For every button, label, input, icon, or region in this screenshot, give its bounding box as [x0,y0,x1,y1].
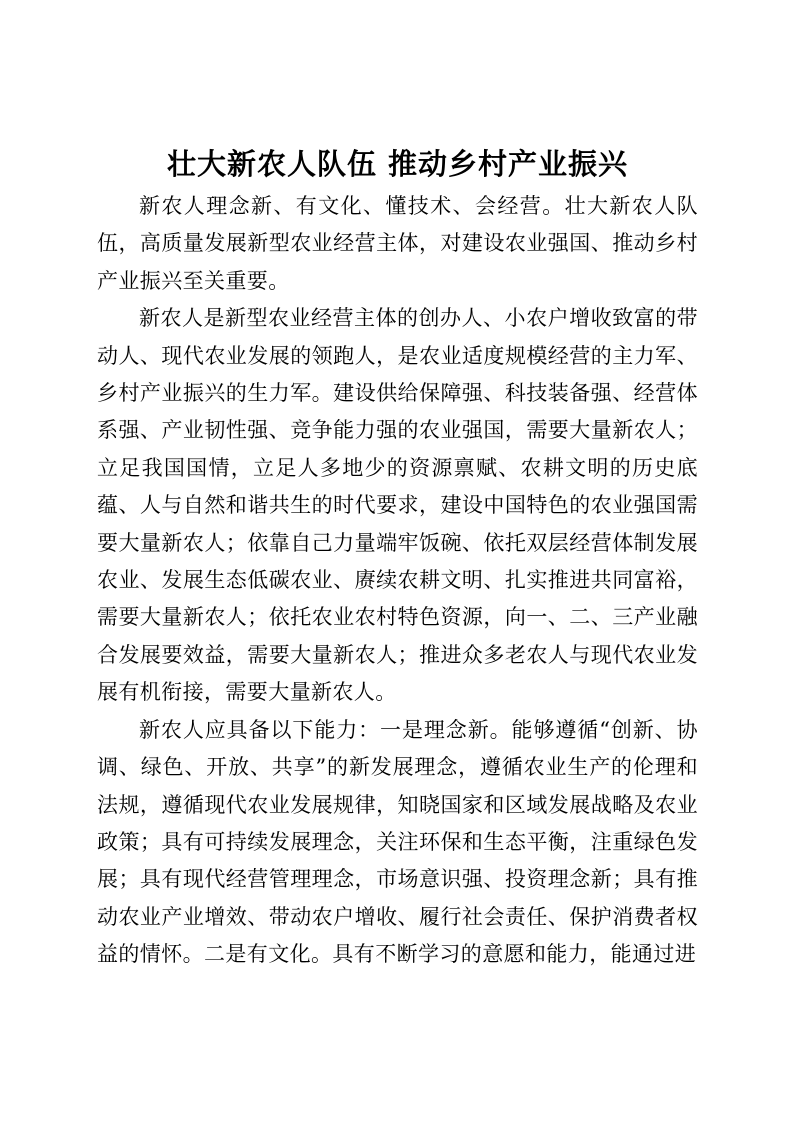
paragraph-importance: 新农人是新型农业经营主体的创办人、小农户增收致富的带动人、现代农业发展的领跑人，是农业适度规模经营的主力军、乡村产业振兴的生力军。建设供给保障强、科技装备强、经营体系强、产业韧性强、竞争能力强的农业强国，需要大量新农人；立足我国国情，立足人多地少的资源禀赋、农耕文明的历史底蕴、人与自然和谐共生的时代要求，建设中国特色的农业强国需要大量新农人；依靠自己力量端牢饭碗、依托双层经营体制发展农业、发展生态低碳农业、赓续农耕文明、扎实推进共同富裕，需要大量新农人；依托农业农村特色资源，向一、二、三产业融合发展要效益，需要大量新农人；推进众多老农人与现代农业发展有机衔接，需要大量新农人。 [97,306,698,705]
document-title: 壮大新农人队伍 推动乡村产业振兴 [166,147,629,181]
paragraph-intro: 新农人理念新、有文化、懂技术、会经营。壮大新农人队伍，高质量发展新型农业经营主体，对建设农业强国、推动乡村产业振兴至关重要。 [97,194,698,293]
paragraph-abilities: 新农人应具备以下能力：一是理念新。能够遵循“创新、协调、绿色、开放、共享”的新发展理念，遵循农业生产的伦理和法规，遵循现代农业发展规律，知晓国家和区域发展战略及农业政策；具有可持续发展理念，关注环保和生态平衡，注重绿色发展；具有现代经营管理理念，市场意识强、投资理念新；具有推动农业产业增效、带动农户增收、履行社会责任、保护消费者权益的情怀。二是有文化。具有不断学习的意愿和能力，能通过进 [97,717,698,967]
